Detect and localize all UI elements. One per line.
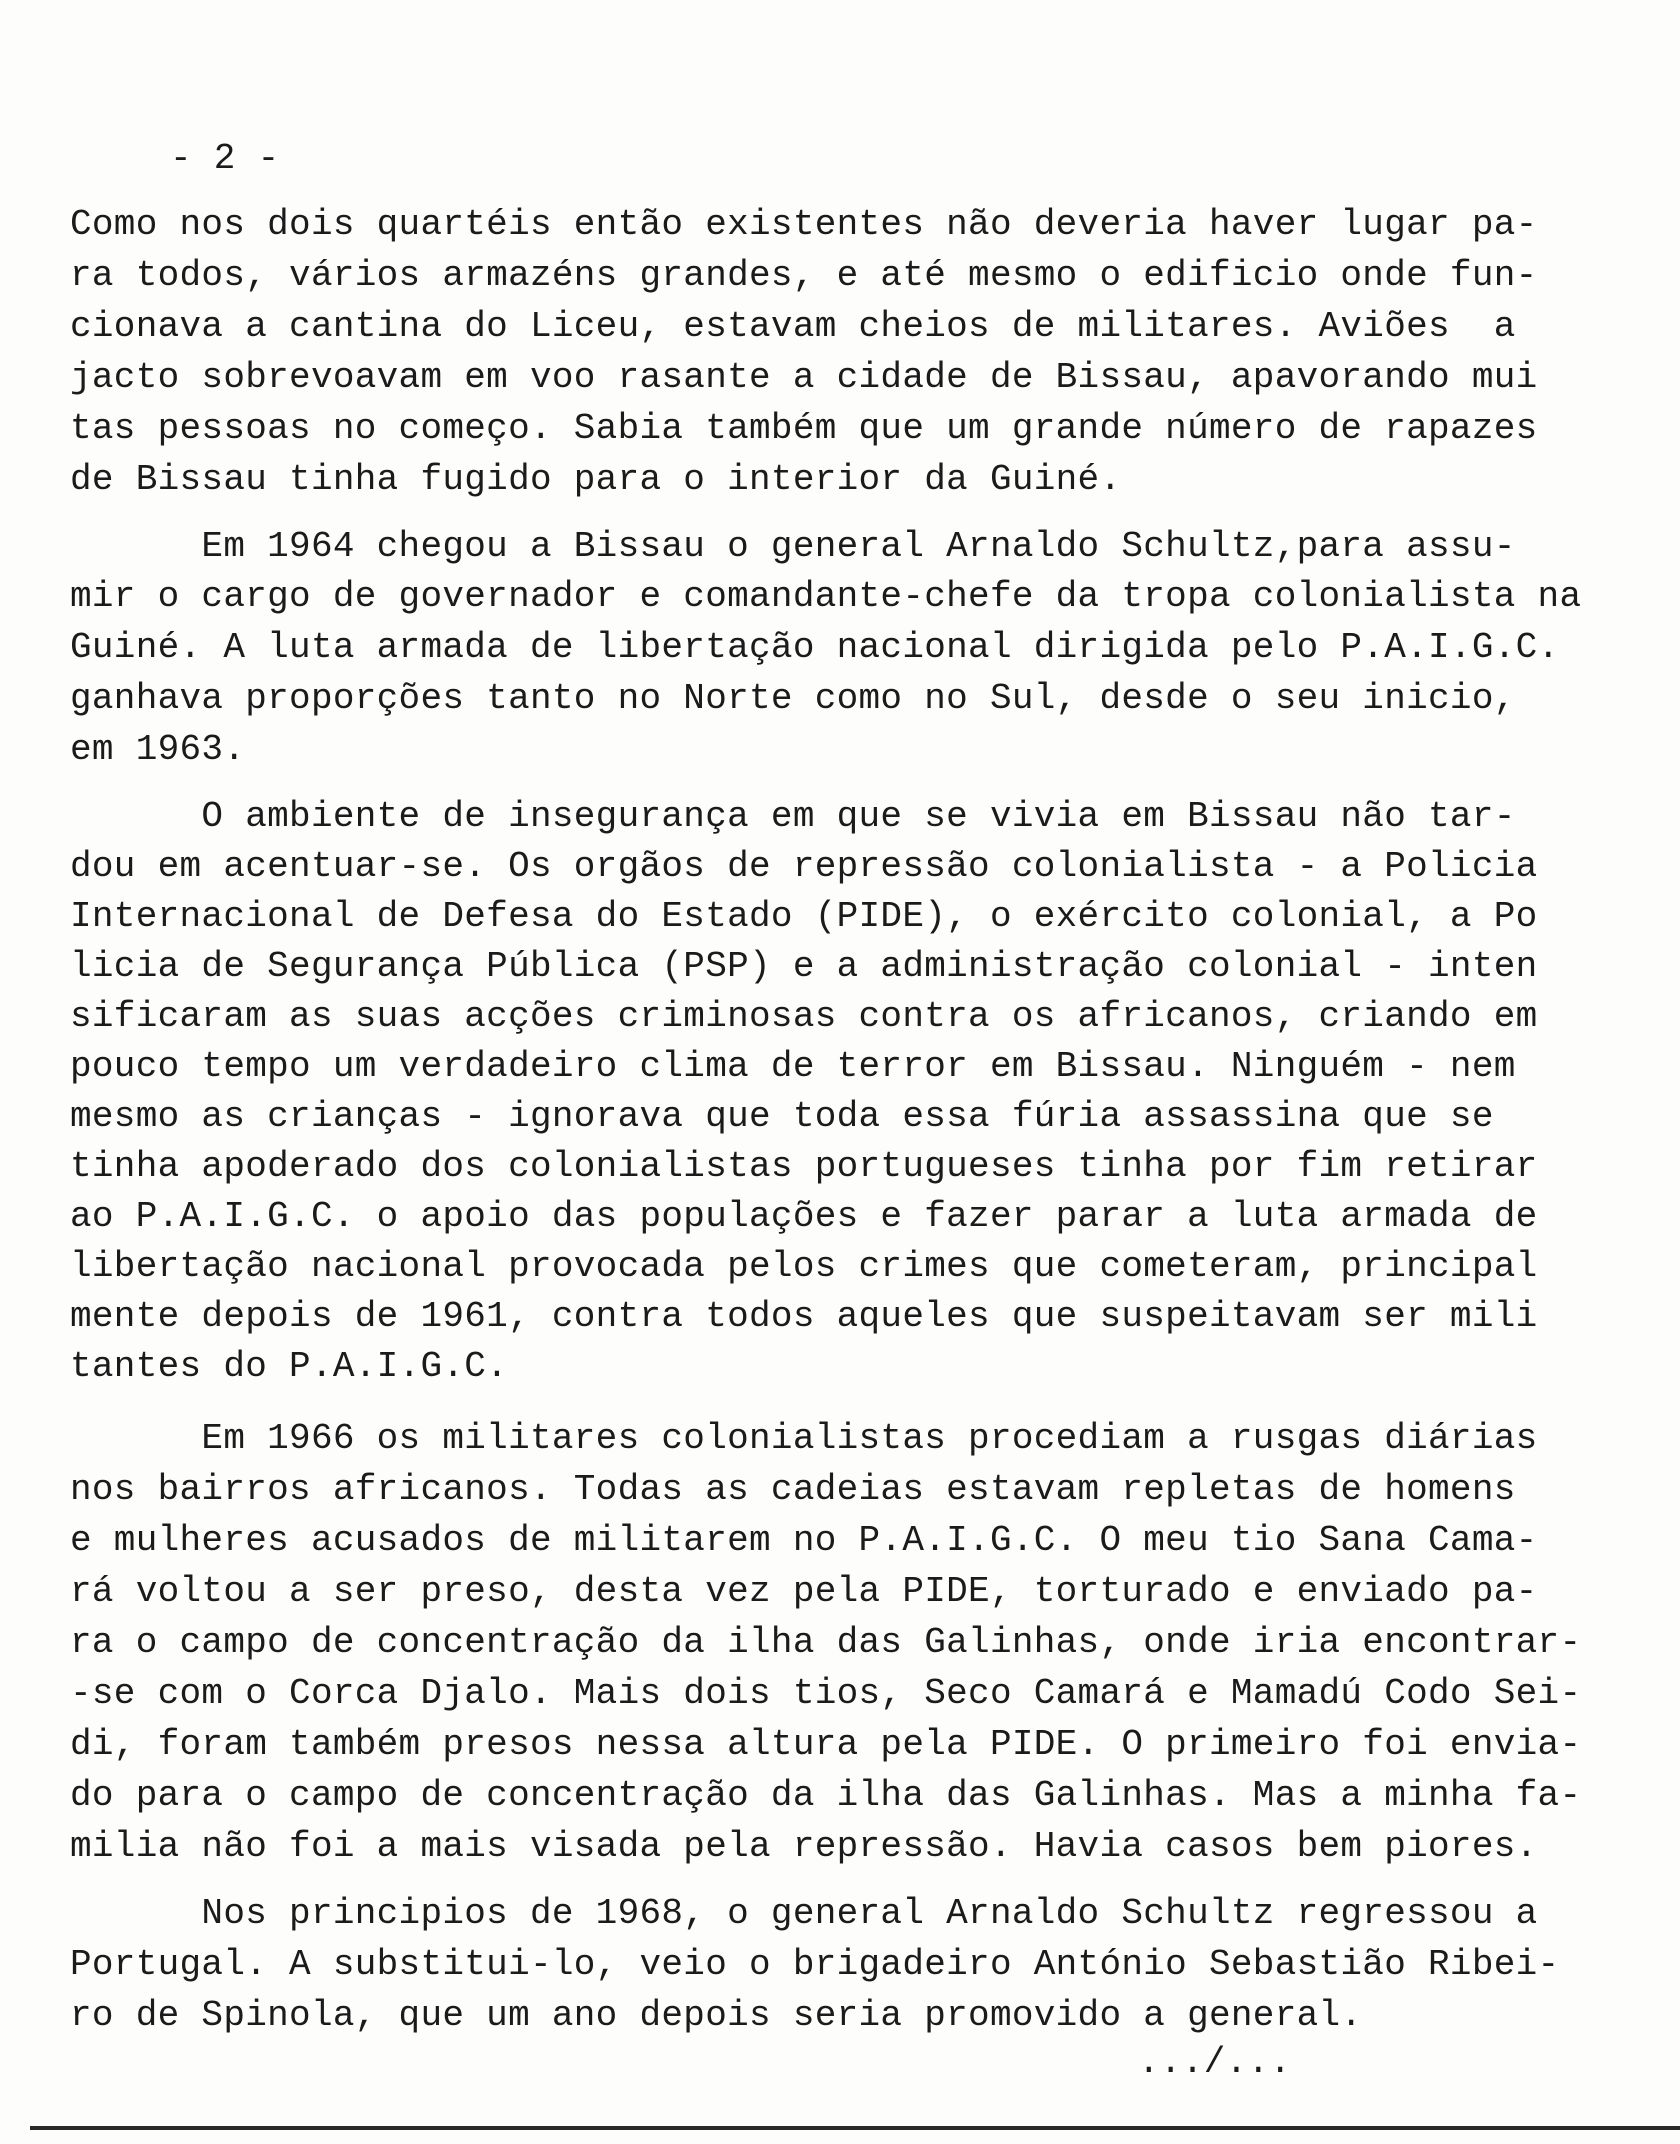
text-line: tinha apoderado dos colonialistas portugueses tinha por fim retirar [70, 1146, 1538, 1187]
text-line: pouco tempo um verdadeiro clima de terror em Bissau. Ninguém - nem [70, 1046, 1516, 1087]
text-line: cionava a cantina do Liceu, estavam cheios de militares. Aviões a [70, 306, 1516, 347]
text-line: tas pessoas no começo. Sabia também que um grande número de rapazes [70, 408, 1538, 449]
text-line: Guiné. A luta armada de libertação nacional dirigida pelo P.A.I.G.C. [70, 627, 1560, 668]
text-line: -se com o Corca Djalo. Mais dois tios, Seco Camará e Mamadú Codo Sei- [70, 1673, 1582, 1714]
text-line: Portugal. A substitui-lo, veio o brigadeiro António Sebastião Ribei- [70, 1944, 1560, 1985]
text-line: rá voltou a ser preso, desta vez pela PIDE, torturado e enviado pa- [70, 1571, 1538, 1612]
text-line: ganhava proporções tanto no Norte como no Sul, desde o seu inicio, [70, 678, 1516, 719]
text-line: em 1963. [70, 729, 246, 770]
text-line: sificaram as suas acções criminosas contra os africanos, criando em [70, 996, 1538, 1037]
text-line: tantes do P.A.I.G.C. [70, 1346, 509, 1387]
text-line: Como nos dois quartéis então existentes não deveria haver lugar pa- [70, 204, 1538, 245]
footer-rule [30, 2126, 1680, 2130]
text-line: Em 1966 os militares colonialistas procediam a rusgas diárias [70, 1418, 1538, 1459]
text-line: mir o cargo de governador e comandante-chefe da tropa colonialista na [70, 576, 1582, 617]
text-line: ra o campo de concentração da ilha das Galinhas, onde iria encontrar- [70, 1622, 1582, 1663]
text-line: jacto sobrevoavam em voo rasante a cidade de Bissau, apavorando mui [70, 357, 1538, 398]
continuation-mark: .../... [1138, 2042, 1292, 2083]
text-line: mesmo as crianças - ignorava que toda essa fúria assassina que se [70, 1096, 1494, 1137]
text-line: libertação nacional provocada pelos crimes que cometeram, principal [70, 1246, 1538, 1287]
page-number: - 2 - [170, 138, 280, 179]
text-line: Nos principios de 1968, o general Arnaldo Schultz regressou a [70, 1893, 1538, 1934]
text-line: nos bairros africanos. Todas as cadeias estavam repletas de homens [70, 1469, 1516, 1510]
text-line: dou em acentuar-se. Os orgãos de repressão colonialista - a Policia [70, 846, 1538, 887]
text-line: mente depois de 1961, contra todos aqueles que suspeitavam ser mili [70, 1296, 1538, 1337]
text-line: ao P.A.I.G.C. o apoio das populações e fazer parar a luta armada de [70, 1196, 1538, 1237]
text-line: licia de Segurança Pública (PSP) e a administração colonial - inten [70, 946, 1538, 987]
text-line: ra todos, vários armazéns grandes, e até mesmo o edificio onde fun- [70, 255, 1538, 296]
text-line: Em 1964 chegou a Bissau o general Arnaldo Schultz,para assu- [70, 526, 1516, 567]
text-line: Internacional de Defesa do Estado (PIDE), o exército colonial, a Po [70, 896, 1538, 937]
text-line: di, foram também presos nessa altura pela PIDE. O primeiro foi envia- [70, 1724, 1582, 1765]
text-line: O ambiente de insegurança em que se vivia em Bissau não tar- [70, 796, 1516, 837]
text-line: de Bissau tinha fugido para o interior da Guiné. [70, 459, 1122, 500]
text-line: do para o campo de concentração da ilha das Galinhas. Mas a minha fa- [70, 1775, 1582, 1816]
text-line: ro de Spinola, que um ano depois seria promovido a general. [70, 1995, 1363, 2036]
text-line: e mulheres acusados de militarem no P.A.I.G.C. O meu tio Sana Cama- [70, 1520, 1538, 1561]
text-line: milia não foi a mais visada pela repressão. Havia casos bem piores. [70, 1826, 1538, 1867]
